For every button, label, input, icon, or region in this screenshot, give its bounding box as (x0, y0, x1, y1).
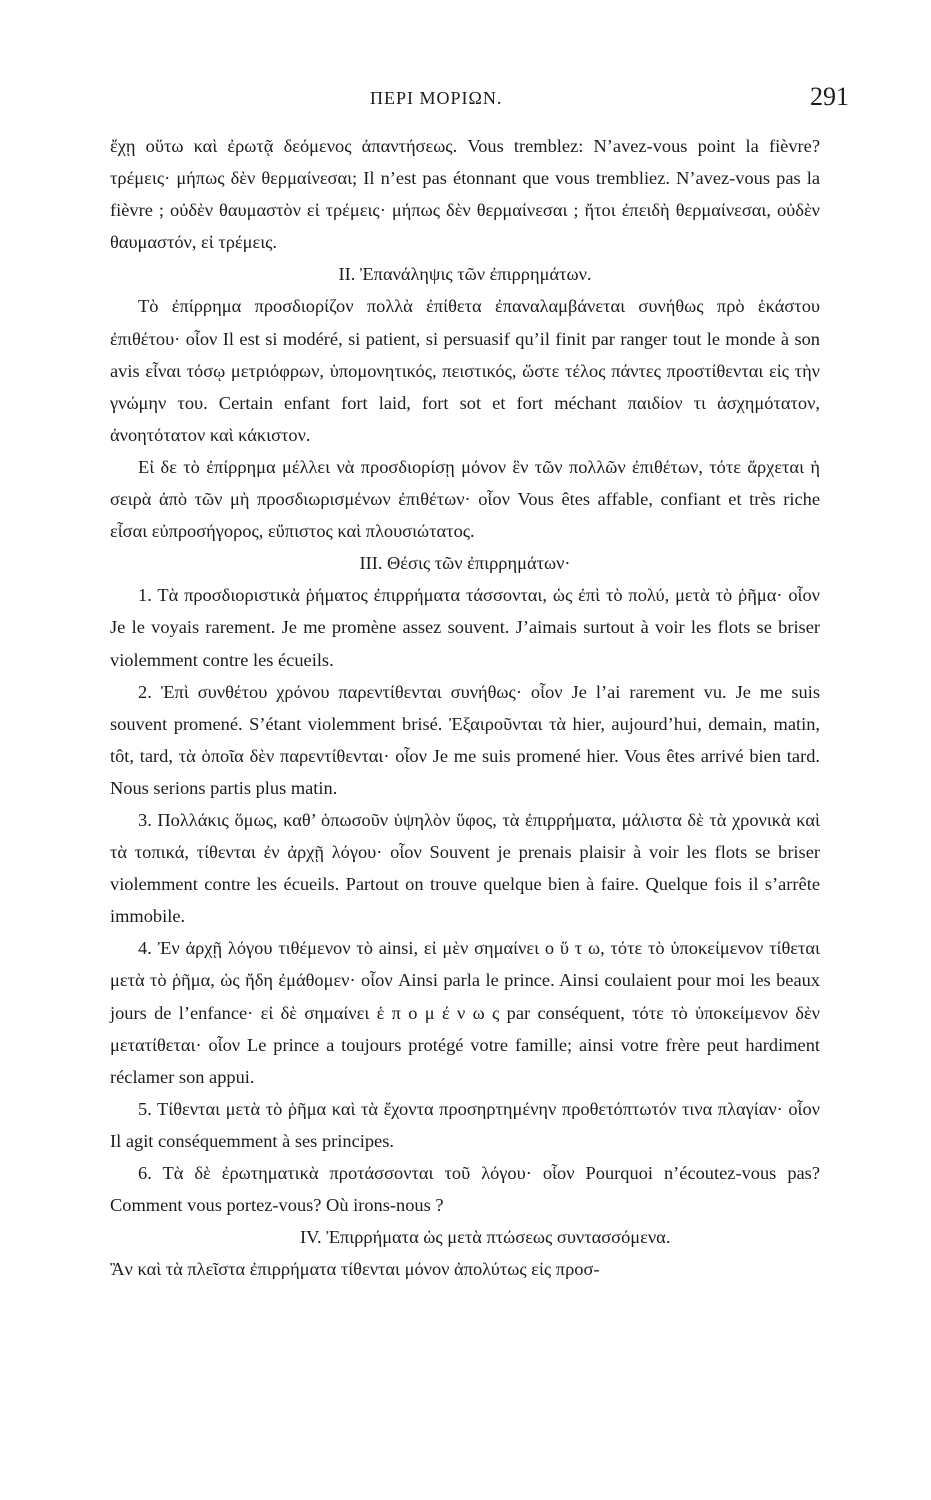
paragraph: 3. Πολλάκις ὅμως, καθ’ ὁπωσοῦν ὑψηλὸν ὕφος, τὰ ἐπιρρήματα, μάλιστα δὲ τὰ χρονικὰ καὶ τὰ τοπικά, τίθενται ἐν ἀρχῇ λόγου· οἷον Souvent je prenais plaisir à voir les flots se briser violemment contre les écueils. Partout on trouve quelque bien à faire. Quelque fois il s’arrête immobile. (110, 809, 820, 927)
paragraph: 2. Ἐπὶ συνθέτου χρόνου παρεντίθενται συνήθως· οἷον Je l’ai rarement vu. Je me suis souvent promené. S’étant violemment brisé. Ἐξαιροῦνται τὰ hier, aujourd’hui, demain, matin, tôt, tard, τὰ ὁποῖα δὲν παρεντίθενται· οἷον Je me suis promené hier. Vous êtes arrivé bien tard. Nous serions partis plus matin. (110, 681, 820, 798)
section-heading: II. Ἐπανάληψις τῶν ἐπιρρημάτων. (338, 264, 592, 285)
section-heading: III. Θέσις τῶν ἐπιρρημάτων· (359, 553, 571, 574)
paragraph: Εἰ δε τὸ ἐπίρρημα μέλλει νὰ προσδιορίσῃ μόνον ἓν τῶν πολλῶν ἐπιθέτων, τότε ἄρχεται ἡ σειρὰ ἀπὸ τῶν μὴ προσδιωρισμένων ἐπιθέτων· οἷον Vous êtes affable, confiant et très riche εἶσαι εὐπροσήγορος, εὔπιστος καὶ πλουσιώτατος. (110, 456, 820, 542)
paragraph: Ἂν καὶ τὰ πλεῖστα ἐπιρρήματα τίθενται μόνον ἀπολύτως εἰς προσ- (110, 1259, 600, 1280)
section-heading: IV. Ἐπιρρήματα ὡς μετὰ πτώσεως συντασσόμενα. (300, 1227, 671, 1248)
paragraph: 4. Ἐν ἀρχῇ λόγου τιθέμενον τὸ ainsi, εἰ μὲν σημαίνει ο ὕ τ ω, τότε τὸ ὑποκείμενον τίθεται μετὰ τὸ ῥῆμα, ὡς ἤδη ἐμάθομεν· οἷον Ainsi parla le prince. Ainsi coulaient pour moi les beaux jours de l’enfance· εἰ δὲ σημαίνει ἑ π ο μ έ ν ω ς par conséquent, τότε τὸ ὑποκείμενον δὲν μετατίθεται· οἷον Le prince a toujours protégé votre famille; ainsi votre frère peut hardiment réclamer son appui. (110, 938, 820, 1087)
paragraph: 5. Τίθενται μετὰ τὸ ῥῆμα καὶ τὰ ἔχοντα προσηρτημένην προθετόπτωτόν τινα πλαγίαν· οἷον Il agit conséquemment à ses principes. (110, 1098, 820, 1151)
paragraph: ἔχῃ οὕτω καὶ ἐρωτᾷ δεόμενος ἀπαντήσεως. Vous tremblez: N’avez-vous point la fièvre? τρέμεις· μήπως δὲν θερμαίνεσαι; Il n’est pas étonnant que vous trembliez. N’avez-vous pas la fièvre ; οὐδὲν θαυμαστὸν εἰ τρέμεις· μήπως δὲν θερμαίνεσαι ; ἤτοι ἐπειδὴ θερμαίνεσαι, οὐδὲν θαυμαστόν, εἰ τρέμεις. (110, 136, 820, 253)
paragraph: 1. Τὰ προσδιοριστικὰ ῥήματος ἐπιρρήματα τάσσονται, ὡς ἐπὶ τὸ πολύ, μετὰ τὸ ῥῆμα· οἷον Je le voyais rarement. Je me promène assez souvent. J’aimais surtout à voir les flots se briser violemment contre les écueils. (110, 585, 820, 670)
page-number: 291 (810, 82, 849, 111)
paragraph: Τὸ ἐπίρρημα προσδιορίζον πολλὰ ἐπίθετα ἐπαναλαμβάνεται συνήθως πρὸ ἑκάστου ἐπιθέτου· οἷον Il est si modéré, si patient, si persuasif qu’il finit par ranger tout le monde à son avis εἶναι τόσῳ μετριόφρων, ὑπομονητικός, πειστικός, ὥστε τέλος πάντες προστίθενται εἰς τὴν γνώμην του. Certain enfant fort laid, fort sot et fort méchant παιδίον τι ἀσχημότατον, ἀνοητότατον καὶ κάκιστον. (110, 296, 820, 445)
paragraph: 6. Τὰ δὲ ἐρωτηματικὰ προτάσσονται τοῦ λόγου· οἷον Pourquoi n’écoutez-vous pas? Comment vous portez-vous? Où irons-nous ? (110, 1163, 820, 1216)
running-title: ΠΕΡΙ ΜΟΡΙΩΝ. (370, 88, 503, 108)
body-text (110, 130, 820, 1285)
page-header (110, 82, 849, 118)
